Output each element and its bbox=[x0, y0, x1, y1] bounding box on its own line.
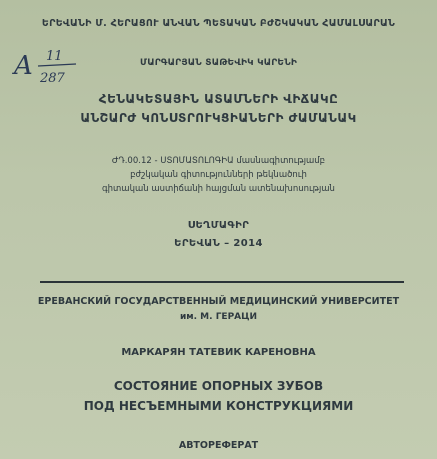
stamp-numerator: 11 bbox=[46, 49, 63, 64]
russian-author-name: МАРКАРЯН ТАТЕВИК КАРЕНОВНА bbox=[121, 347, 316, 358]
russian-title-line-1: СОСТОЯНИЕ ОПОРНЫХ ЗУБОВ bbox=[113, 379, 324, 393]
section-divider bbox=[40, 281, 404, 283]
armenian-specialty-line-3: գիտական աստիճանի հայցման ատենախոսության bbox=[102, 184, 335, 194]
russian-university-name: ЕРЕВАНСКИЙ ГОСУДАРСТВЕННЫЙ МЕДИЦИНСКИЙ УНИВЕРСИТЕТ bbox=[37, 296, 400, 307]
russian-title-line-2: ПОД НЕСЪЕМНЫМИ КОНСТРУКЦИЯМИ bbox=[83, 399, 354, 413]
armenian-university-name: ԵՐԵՎԱՆԻ Մ. ՀԵՐԱՑՈՒ ԱՆՎԱՆ ՊԵՏԱԿԱՆ ԲԺՇԿԱԿԱՆ ՀԱՄԱԼՍԱՐԱՆ bbox=[41, 18, 396, 29]
stamp-letter: A bbox=[14, 51, 33, 81]
armenian-title-line-2: ԱՆՇԱՐԺ ԿՈՆՍՏՐՈՒԿՑԻԱՆԵՐԻ ԺԱՄԱՆԱԿ bbox=[80, 111, 357, 125]
armenian-specialty-line-1: ԺԴ.00.12 - ՍՏՈՄԱՏՈԼՈԳԻԱ մասնագիտությամբ bbox=[111, 156, 326, 166]
armenian-abstract-label: ՍԵՂՄԱԳԻՐ bbox=[187, 220, 250, 231]
armenian-city-year: ԵՐԵՎԱՆ – 2014 bbox=[174, 238, 263, 249]
armenian-title-line-1: ՀԵՆԱԿԵՏԱՅԻՆ ԱՏԱՄՆԵՐԻ ՎԻՃԱԿԸ bbox=[98, 92, 339, 106]
armenian-specialty-line-2: բժշկական գիտությունների թեկնածուի bbox=[130, 170, 307, 180]
armenian-author-name: ՄԱՐԳԱՐՅԱՆ ՏԱԹԵՎԻԿ ԿԱՐԵՆԻ bbox=[139, 58, 298, 68]
russian-named-after: им. М. ГЕРАЦИ bbox=[179, 312, 258, 322]
russian-abstract-label: АВТОРЕФЕРАТ bbox=[178, 440, 259, 451]
stamp-denominator: 287 bbox=[40, 71, 65, 86]
